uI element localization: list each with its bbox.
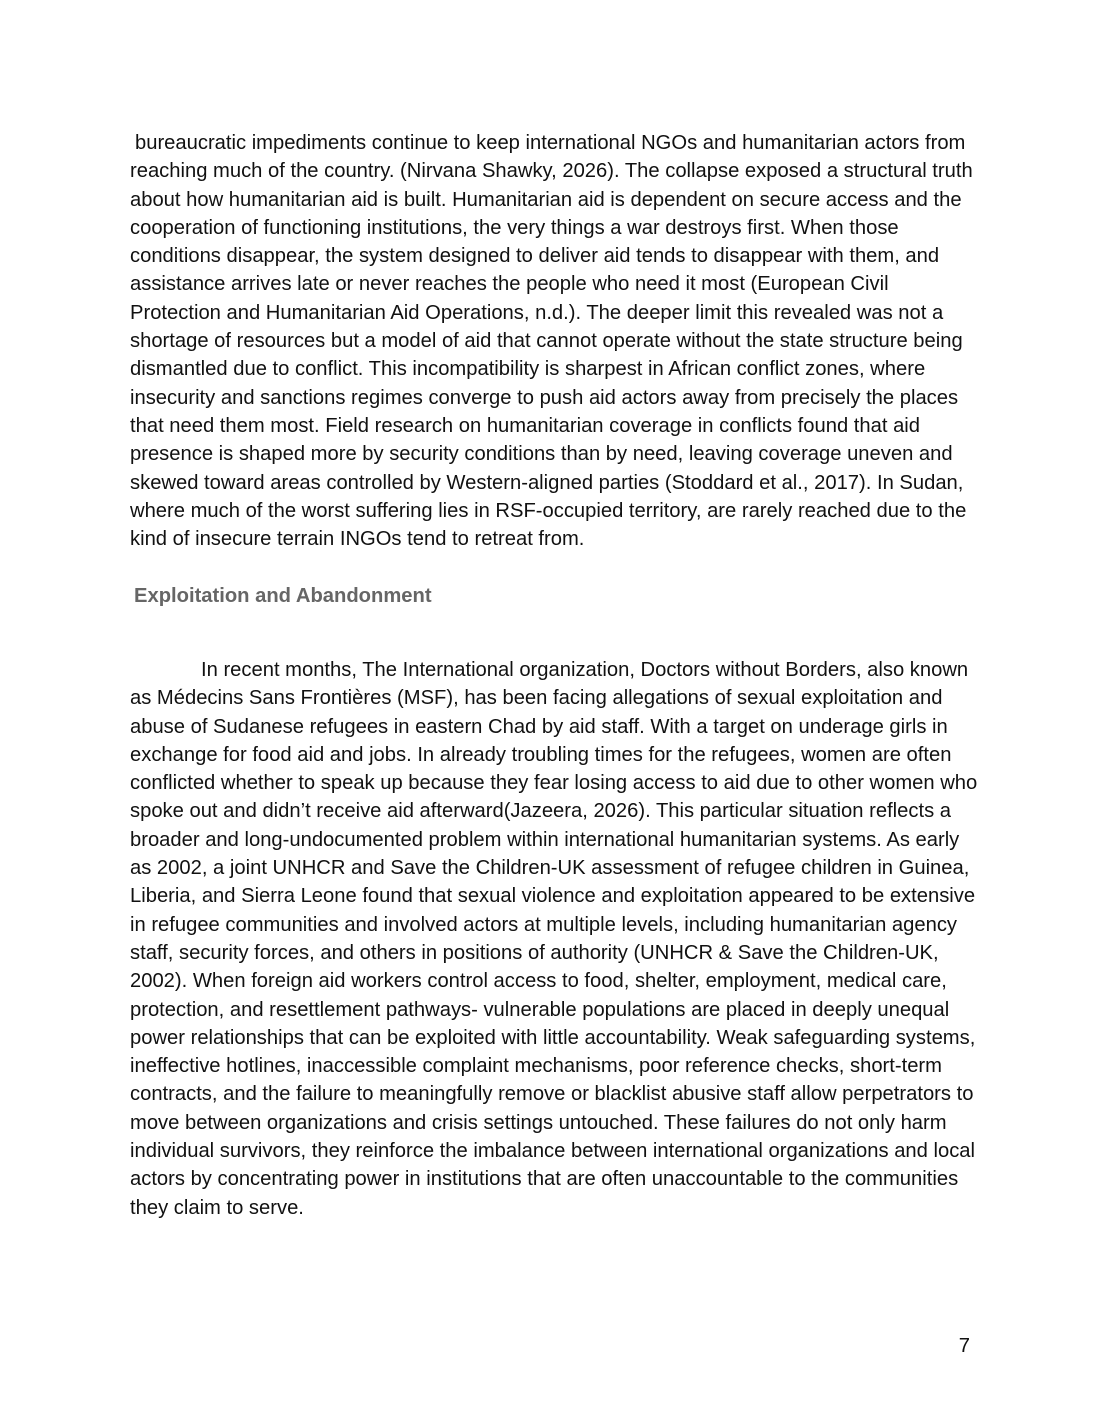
section-heading: Exploitation and Abandonment: [134, 585, 432, 607]
body-paragraph-exploitation: In recent months, The International organization, Doctors without Borders, also known as Médecins Sans Frontières (MSF), has been facing allegations of sexual exploitation and abuse of Sudanese refugees in eastern Chad by aid staff. With a target on underage girls in exchange for food aid and jobs. In already troubling times for the refugees, women are often conflicted whether to speak up because they fear losing access to aid due to other women who spoke out and didn’t receive aid afterward(Jazeera, 2026). This particular situation reflects a broader and long-undocumented problem within international humanitarian systems. As early as 2002, a joint UNHCR and Save the Children-UK assessment of refugee children in Guinea, Liberia, and Sierra Leone found that sexual violence and exploitation appeared to be extensive in refugee communities and involved actors at multiple levels, including humanitarian agency staff, security forces, and others in positions of authority (UNHCR & Save the Children-UK, 2002). When foreign aid workers control access to food, shelter, employment, medical care, protection, and resettlement pathways- vulnerable populations are placed in deeply unequal power relationships that can be exploited with little accountability. Weak safeguarding systems, ineffective hotlines, inaccessible complaint mechanisms, poor reference checks, short-term contracts, and the failure to meaningfully remove or blacklist abusive staff allow perpetrators to move between organizations and crisis settings untouched. These failures do not only harm individual survivors, they reinforce the imbalance between international organizations and local actors by concentrating power in institutions that are often unaccountable to the communities they claim to serve.: [130, 659, 978, 1219]
page-number: 7: [958, 1335, 970, 1357]
body-paragraph-continued: bureaucratic impediments continue to keep international NGOs and humanitarian actors from reaching much of the country. (Nirvana Shawky, 2026). The collapse exposed a structural truth about how humanitarian aid is built. Humanitarian aid is dependent on secure access and the cooperation of functioning institutions, the very things a war destroys first. When those conditions disappear, the system designed to deliver aid tends to disappear with them, and assistance arrives late or never reaches the people who need it most (European Civil Protection and Humanitarian Aid Operations, n.d.). The deeper limit this revealed was not a shortage of resources but a model of aid that cannot operate without the state structure being dismantled due to conflict. This incompatibility is sharpest in African conflict zones, where insecurity and sanctions regimes converge to push aid actors away from precisely the places that need them most. Field research on humanitarian coverage in conflicts found that aid presence is shaped more by security conditions than by need, leaving coverage uneven and skewed toward areas controlled by Western-aligned parties (Stoddard et al., 2017). In Sudan, where much of the worst suffering lies in RSF-occupied territory, are rarely reached due to the kind of insecure terrain INGOs tend to retreat from.: [130, 132, 973, 551]
